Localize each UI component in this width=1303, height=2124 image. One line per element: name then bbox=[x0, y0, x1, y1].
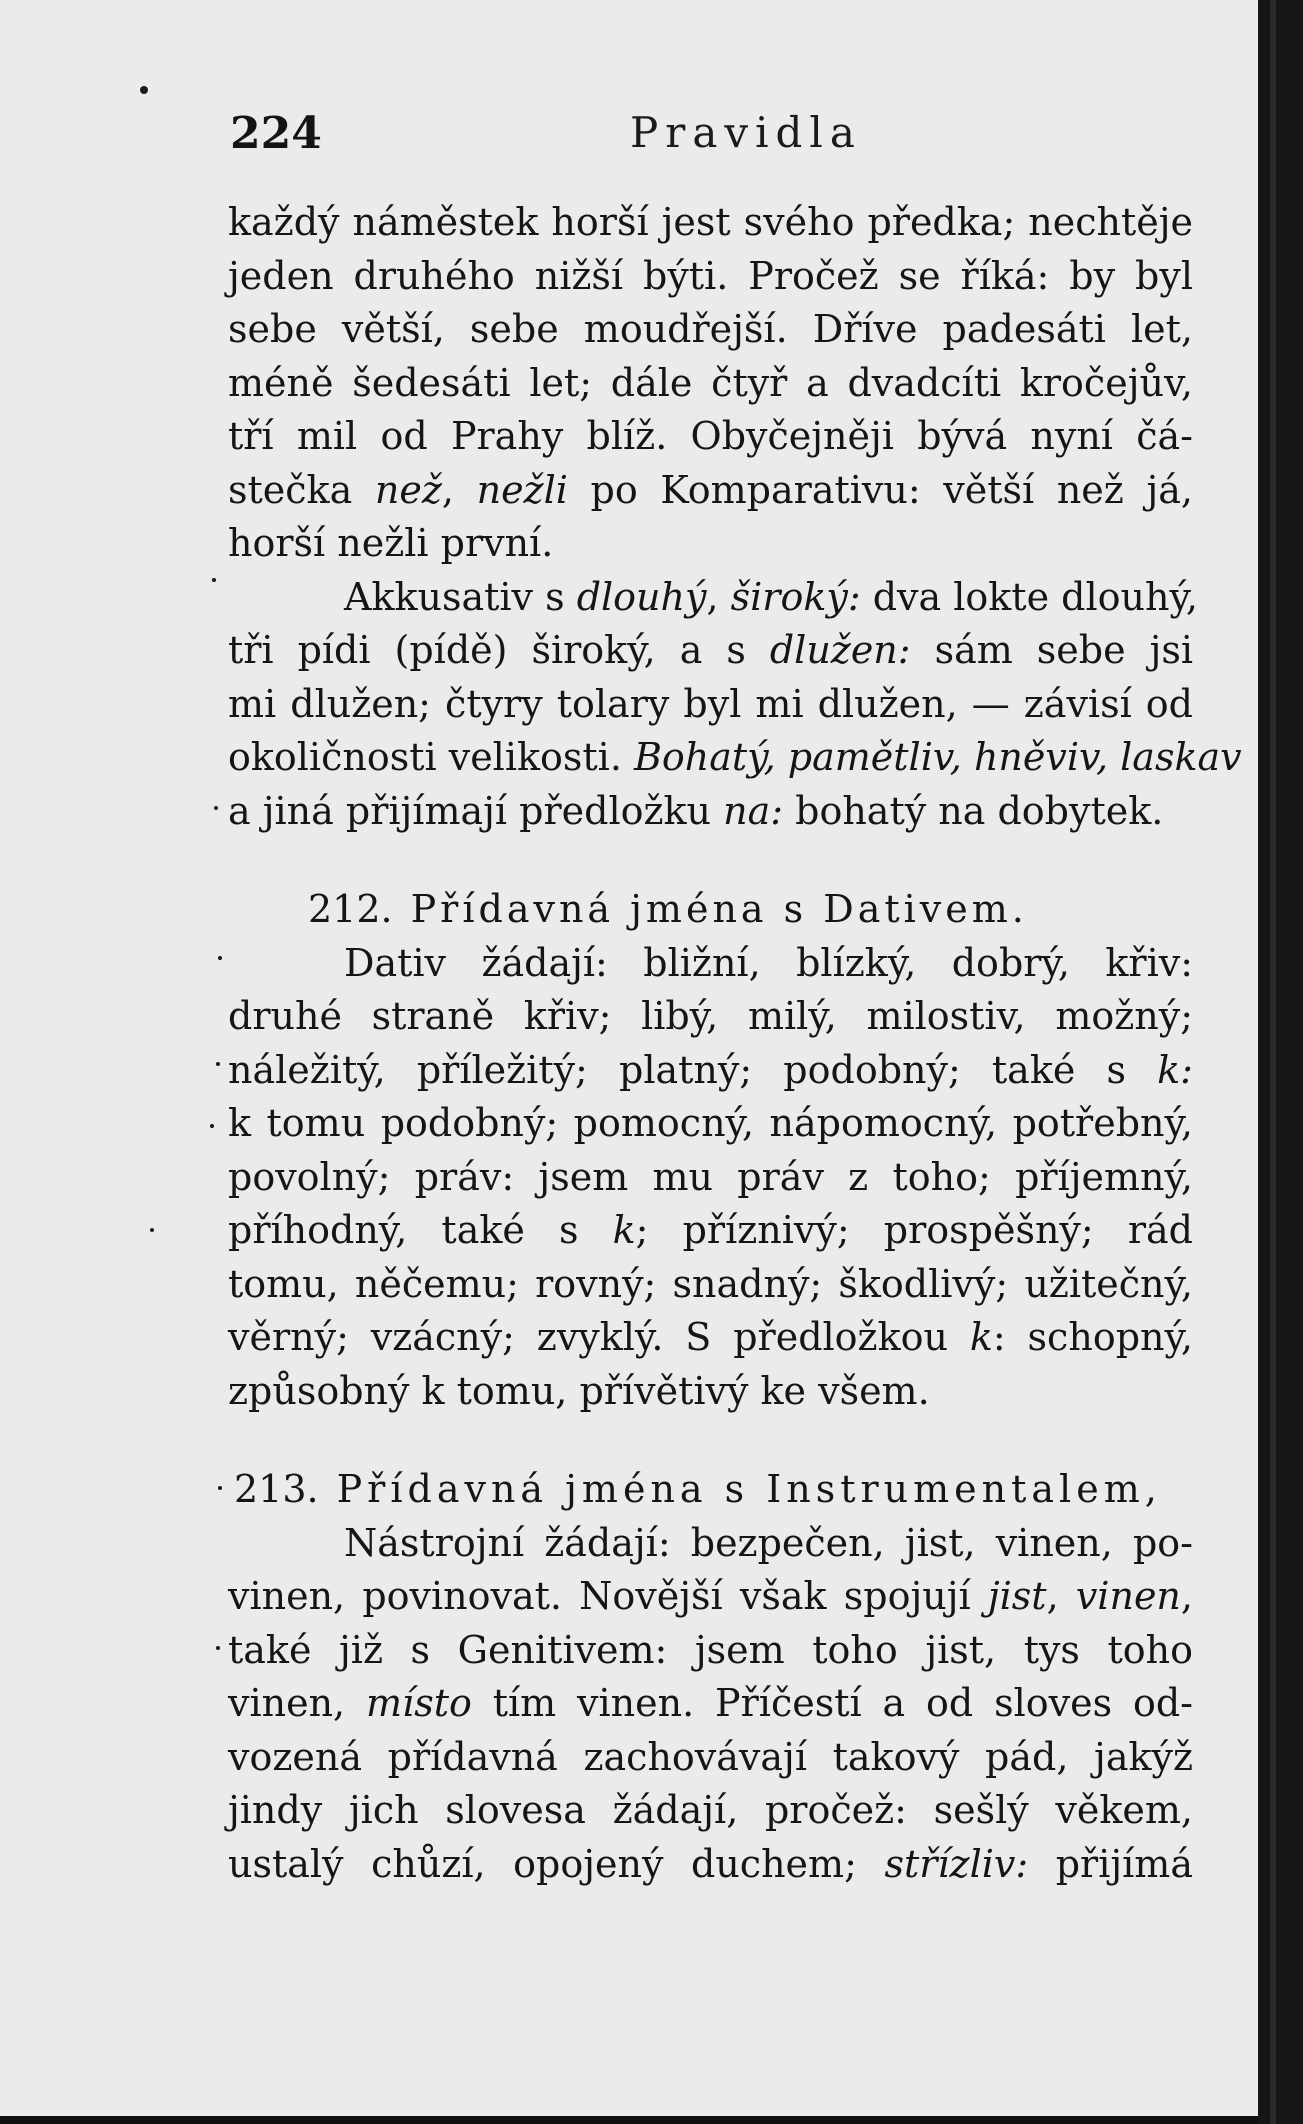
text-line: věrný; vzácný; zvyklý. S předložkou k: schopný, bbox=[228, 1315, 1193, 1359]
next-page-edge bbox=[1258, 0, 1303, 2124]
text-line: druhé straně křiv; libý, milý, milostiv, možný; bbox=[228, 994, 1193, 1038]
text-line: jeden druhého nižší býti. Pročež se říká: by byl bbox=[228, 253, 1193, 298]
ink-speck bbox=[216, 1646, 220, 1650]
section-gap bbox=[228, 1418, 1193, 1463]
text-line: také již s Genitivem: jsem toho jist, tys toho bbox=[228, 1627, 1193, 1672]
paragraph-intro bbox=[228, 196, 1193, 571]
running-title: Pravidla bbox=[630, 108, 862, 157]
ink-speck bbox=[150, 1228, 154, 1232]
text-line: tomu, něčemu; rovný; snadný; škodlivý; užitečný, bbox=[228, 1261, 1193, 1306]
page-edge-strip bbox=[1270, 0, 1276, 2124]
text-line: sebe větší, sebe moudřejší. Dříve padesáti let, bbox=[228, 307, 1193, 351]
ink-speck bbox=[210, 1124, 214, 1128]
text-line: jindy jich slovesa žádají, pročež: sešlý věkem, bbox=[228, 1788, 1193, 1832]
text-line: mi dlužen; čtyry tolary byl mi dlužen, — závisí od bbox=[228, 681, 1193, 726]
text-line: vinen, povinovat. Novější však spojují jist, vinen, bbox=[228, 1574, 1193, 1618]
ink-speck bbox=[214, 806, 218, 810]
section-title: Přídavná jména s Instrumentalem, bbox=[336, 1467, 1162, 1511]
text-line: okoličnosti velikosti. Bohatý, pamětliv, hněviv, laskav bbox=[228, 735, 1242, 779]
section-number: 212. bbox=[308, 887, 393, 931]
section-heading bbox=[228, 883, 1193, 937]
text-line: horší nežli první. bbox=[228, 521, 554, 565]
section-212 bbox=[228, 883, 1193, 1418]
text-line: náležitý, příležitý; platný; podobný; také s k: bbox=[228, 1047, 1193, 1092]
text-line: vozená přídavná zachovávají takový pád, jakýž bbox=[228, 1734, 1193, 1779]
text-line: a jiná přijímají předložku na: bohatý na dobytek. bbox=[228, 788, 1164, 833]
paragraph-akkusativ bbox=[228, 571, 1242, 839]
text-line: k tomu podobný; pomocný, nápomocný, potřebný, bbox=[228, 1101, 1193, 1145]
text-line: povolný; práv: jsem mu práv z toho; příjemný, bbox=[228, 1154, 1193, 1199]
text-line: vinen, místo tím vinen. Příčestí a od sloves od- bbox=[228, 1681, 1194, 1725]
text-line: Nástrojní žádají: bezpečen, jist, vinen, po- bbox=[344, 1520, 1193, 1565]
text-line: tří mil od Prahy blíž. Obyčejněji bývá nyní čá- bbox=[228, 414, 1193, 458]
text-line: stečka než, nežli po Komparativu: větší než já, bbox=[228, 467, 1193, 512]
text-line: ustalý chůzí, opojený duchem; střízliv: přijímá bbox=[228, 1841, 1193, 1886]
text-line: Akkusativ s dlouhý, široký: dva lokte dlouhý, bbox=[344, 574, 1198, 619]
text-line: způsobný k tomu, přívětivý ke všem. bbox=[228, 1368, 930, 1413]
text-line: méně šedesáti let; dále čtyř a dvadcíti kročejův, bbox=[228, 360, 1193, 405]
page-header bbox=[230, 108, 1190, 168]
page-number: 224 bbox=[230, 108, 322, 159]
text-line: každý náměstek horší jest svého předka; nechtěje bbox=[228, 200, 1193, 244]
text-line: tři pídi (pídě) široký, a s dlužen: sám sebe jsi bbox=[228, 628, 1194, 672]
ink-speck bbox=[212, 578, 216, 582]
section-title: Přídavná jména s Dativem. bbox=[410, 887, 1028, 931]
ink-speck bbox=[140, 86, 148, 94]
text-line: Dativ žádají: bližní, blízký, dobrý, křiv: bbox=[344, 940, 1193, 985]
section-gap bbox=[228, 838, 1193, 883]
bottom-page-edge bbox=[0, 2116, 1258, 2124]
section-213 bbox=[228, 1463, 1193, 1891]
ink-speck bbox=[216, 1062, 220, 1066]
section-heading bbox=[228, 1463, 1193, 1517]
text-line: příhodný, také s k; příznivý; prospěšný; rád bbox=[228, 1208, 1193, 1252]
ink-speck bbox=[218, 956, 222, 960]
page-body bbox=[228, 196, 1242, 1891]
ink-speck bbox=[218, 1486, 222, 1490]
section-number: 213. bbox=[234, 1467, 319, 1511]
